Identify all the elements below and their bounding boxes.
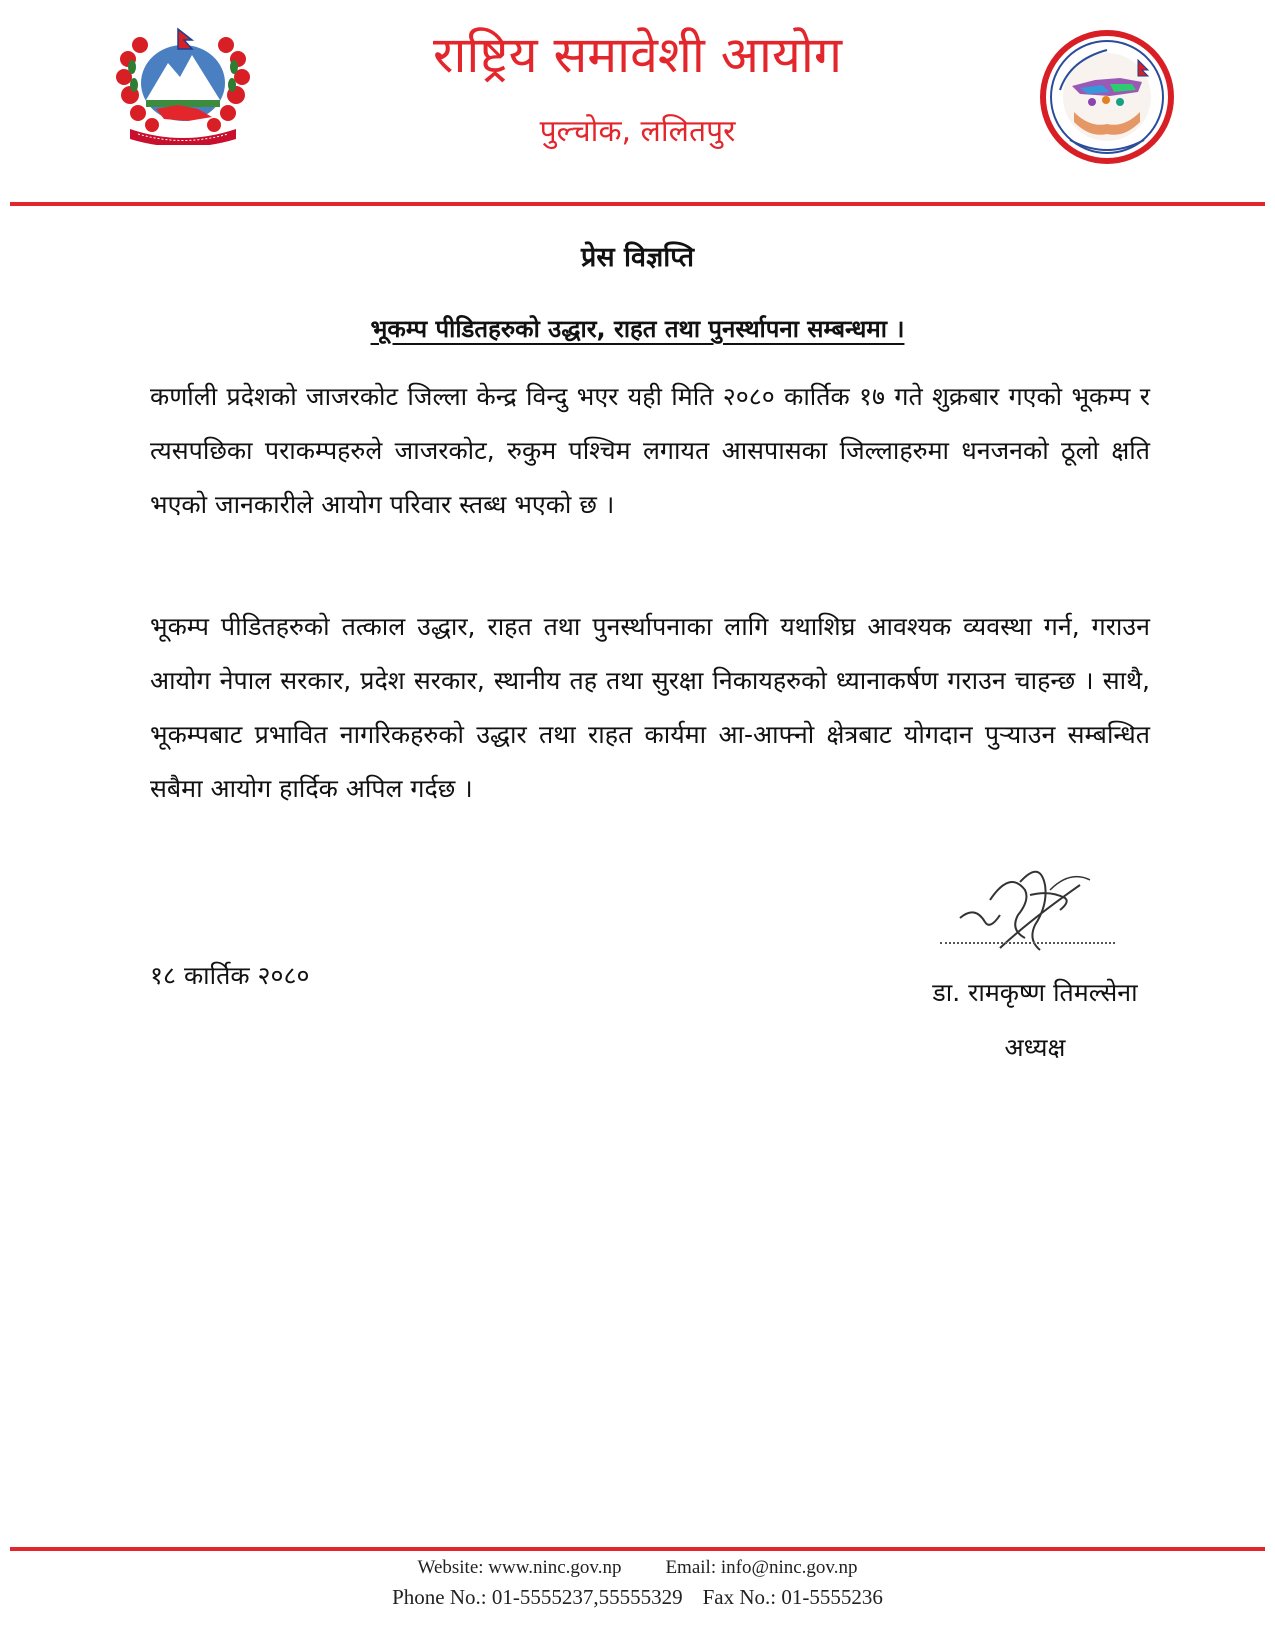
body-paragraph-2: भूकम्प पीडितहरुको तत्काल उद्धार, राहत तथा पुनर्स्थापनाका लागि यथाशिघ्र आवश्यक व्यवस्था गर्न, गराउन आयोग नेपाल सरकार, प्रदेश सरकार, स्थानीय तह तथा सुरक्षा निकायहरुको ध्यानाकर्षण गराउन चाहन्छ । साथै, भूकम्पबाट प्रभावित नागरिकहरुको उद्धार तथा राहत कार्यमा आ-आफ्नो क्षेत्रबाट योगदान पुऱ्याउन सम्बन्धित सबैमा आयोग हार्दिक अपिल गर्दछ । — [150, 612, 1150, 803]
organization-address: पुल्चोक, ललितपुर — [539, 114, 736, 149]
footer-phone: Phone No.: 01-5555237,55555329 — [392, 1585, 683, 1609]
organization-name: राष्ट्रिय समावेशी आयोग — [433, 26, 842, 84]
footer-contact-line-1 — [0, 1555, 1275, 1581]
footer-divider — [10, 1547, 1265, 1551]
footer-email[interactable]: Email: info@ninc.gov.np — [665, 1557, 858, 1578]
signature-line — [940, 942, 1115, 944]
signer-name: डा. रामकृष्ण तिमल्सेना — [932, 978, 1138, 1007]
document-title: प्रेस विज्ञप्ति — [580, 242, 695, 273]
footer-website[interactable]: Website: www.ninc.gov.np — [417, 1557, 622, 1578]
document-subject — [0, 312, 1275, 346]
body-paragraph-1: कर्णाली प्रदेशको जाजरकोट जिल्ला केन्द्र विन्दु भएर यही मिति २०८० कार्तिक १७ गते शुक्रबार गएको भूकम्प र त्यसपछिका पराकम्पहरुले जाजरकोट, रुकुम पश्चिम लगायत आसपासका जिल्लाहरुमा धनजनको ठूलो क्षति भएको जानकारीले आयोग परिवार स्तब्ध भएको छ । — [150, 382, 1150, 519]
header-divider — [10, 202, 1265, 206]
footer-contact-line-2 — [0, 1583, 1275, 1611]
signature — [930, 860, 1150, 970]
signer-title: अध्यक्ष — [1004, 1033, 1066, 1062]
document-subject-text: भूकम्प पीडितहरुको उद्धार, राहत तथा पुनर्स्थापना सम्बन्धमा । — [370, 315, 905, 343]
document-date: १८ कार्तिक २०८० — [150, 961, 310, 990]
footer-fax: Fax No.: 01-5555236 — [702, 1585, 883, 1609]
